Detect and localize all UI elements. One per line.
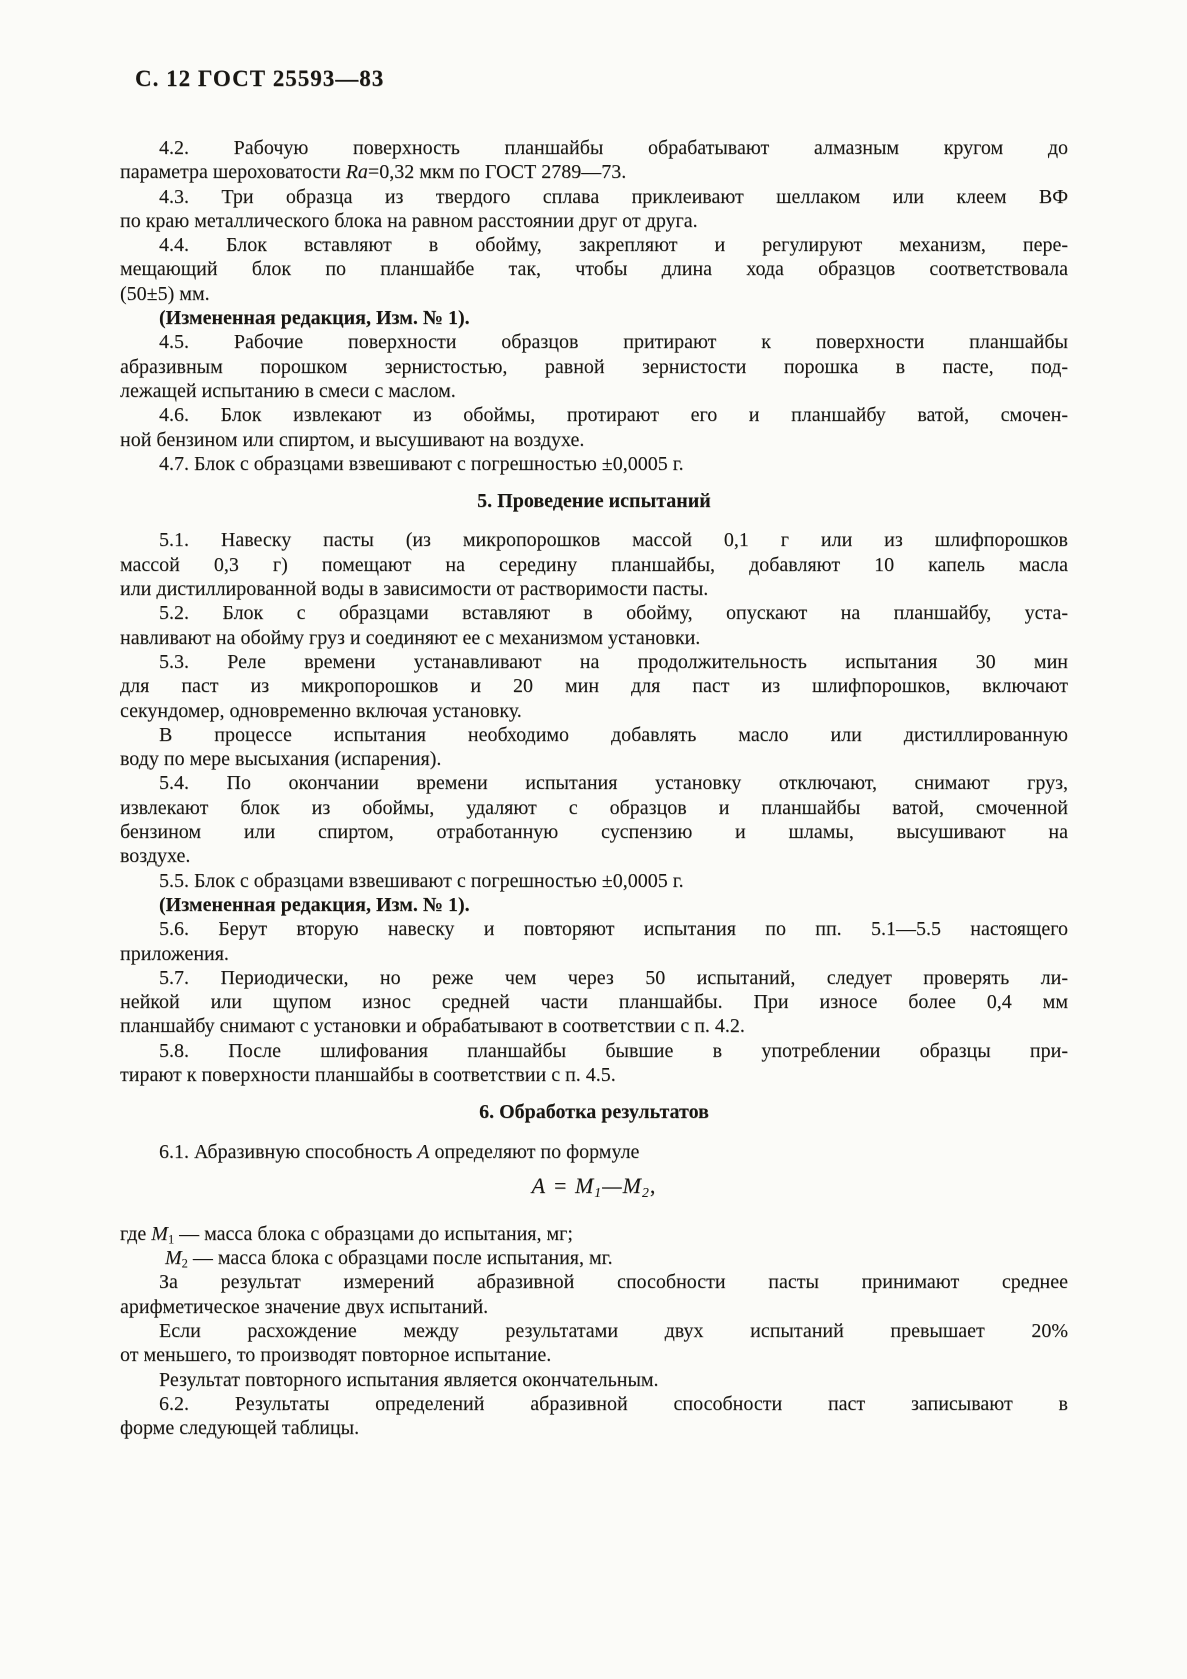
text-line: 4.3. Три образца из твердого сплава приклеивают шеллаком или клеем ВФ (159, 185, 1068, 208)
paragraph (120, 869, 1068, 893)
paragraph (120, 1319, 1068, 1368)
text-line: Если расхождение между результатами двух испытаний превышает 20% (159, 1320, 1068, 1343)
paragraph (120, 723, 1068, 772)
document-body (120, 136, 1068, 1441)
text-line: приложения. (120, 942, 229, 965)
paragraph (120, 528, 1068, 601)
section-heading: 6. Обработка результатов (479, 1101, 709, 1124)
text-line: нейкой или щупом износ средней части планшайбы. При износе более 0,4 мм (120, 991, 1068, 1014)
text-line: параметра шероховатости Ra=0,32 мкм по ГОСТ 2789—73. (120, 161, 627, 184)
paragraph (120, 1392, 1068, 1441)
text-line: по краю металлического блока на равном расстоянии друг от друга. (120, 209, 698, 232)
text-line: $М_2$ — масса блока с образцами после испытания, мг. (165, 1247, 613, 1271)
text-line: воду по мере высыхания (испарения). (120, 748, 442, 771)
text-line: воздухе. (120, 845, 191, 868)
text-line: (Измененная редакция, Изм. № 1). (159, 893, 470, 916)
paragraph (120, 966, 1068, 1039)
text-line: 4.7. Блок с образцами взвешивают с погрешностью ±0,0005 г. (159, 452, 684, 475)
amendment-note (120, 893, 1068, 917)
text-line: арифметическое значение двух испытаний. (120, 1295, 489, 1318)
paragraph (120, 233, 1068, 306)
text-line: абразивным порошком зернистостью, равной зернистости порошка в пасте, под- (120, 355, 1068, 378)
paragraph (120, 917, 1068, 966)
text-line: За результат измерений абразивной способности пасты принимают среднее (159, 1271, 1068, 1294)
text-line: извлекают блок из обоймы, удаляют с образцов и планшайбы ватой, смоченной (120, 796, 1068, 819)
text-line: Результат повторного испытания является окончательным. (159, 1368, 659, 1391)
paragraph (120, 185, 1068, 234)
text-line: В процессе испытания необходимо добавлять масло или дистиллированную (159, 723, 1068, 746)
paragraph (120, 650, 1068, 723)
text-line: 5.6. Берут вторую навеску и повторяют испытания по пп. 5.1—5.5 настоящего (159, 918, 1068, 941)
text-line: планшайбу снимают с установки и обрабатывают в соответствии с п. 4.2. (120, 1015, 745, 1038)
text-line: (Измененная редакция, Изм. № 1). (159, 307, 470, 330)
text-line: 4.5. Рабочие поверхности образцов притирают к поверхности планшайбы (159, 331, 1068, 354)
text-line: бензином или спиртом, отработанную суспензию и шламы, высушивают на (120, 821, 1068, 844)
definition-list (120, 1222, 1068, 1271)
text-line: где $М_1$ — масса блока с образцами до испытания, мг; (120, 1222, 573, 1247)
text-line: 4.6. Блок извлекают из обоймы, протирают его и планшайбу ватой, смочен- (159, 404, 1068, 427)
amendment-note (120, 306, 1068, 330)
text-line: мещающий блок по планшайбе так, чтобы длина хода образцов соответствовала (120, 258, 1068, 281)
page-header: С. 12 ГОСТ 25593—83 (135, 66, 385, 91)
text-line: для паст из микропорошков и 20 мин для паст из шлифпорошков, включают (120, 675, 1068, 698)
text-line: 5.3. Реле времени устанавливают на продолжительность испытания 30 мин (159, 650, 1068, 673)
text-line: тирают к поверхности планшайбы в соответствии с п. 4.5. (120, 1063, 616, 1086)
text-line: или дистиллированной воды в зависимости от растворимости пасты. (120, 578, 709, 601)
paragraph (120, 601, 1068, 650)
text-line: 5.4. По окончании времени испытания установку отключают, снимают груз, (159, 772, 1068, 795)
text-line: (50±5) мм. (120, 282, 210, 305)
text-line: 6.2. Результаты определений абразивной способности паст записывают в (159, 1392, 1068, 1415)
text-line: 5.7. Периодически, но реже чем через 50 испытаний, следует проверять ли- (159, 966, 1068, 989)
paragraph (120, 1368, 1068, 1392)
text-line: секундомер, одновременно включая установку. (120, 699, 522, 722)
paragraph (120, 771, 1068, 868)
text-line: от меньшего, то производят повторное испытание. (120, 1344, 552, 1367)
section-heading: 5. Проведение испытаний (477, 490, 711, 513)
text-line: форме следующей таблицы. (120, 1417, 360, 1440)
text-line: массой 0,3 г) помещают на середину планшайбы, добавляют 10 капель масла (120, 553, 1068, 576)
text-line: 5.1. Навеску пасты (из микропорошков массой 0,1 г или из шлифпорошков (159, 529, 1068, 552)
text-line: 4.2. Рабочую поверхность планшайбы обрабатывают алмазным кругом до (159, 137, 1068, 159)
paragraph (120, 1039, 1068, 1088)
paragraph (120, 1140, 1068, 1164)
paragraph (120, 452, 1068, 476)
text-line: 5.5. Блок с образцами взвешивают с погрешностью ±0,0005 г. (159, 869, 684, 892)
formula: $А = М_1—М_2$, (531, 1172, 657, 1200)
paragraph (120, 403, 1068, 452)
text-line: 4.4. Блок вставляют в обойму, закрепляют и регулируют механизм, пере- (159, 234, 1068, 257)
paragraph (120, 330, 1068, 403)
text-line: 5.2. Блок с образцами вставляют в обойму, опускают на планшайбу, уста- (159, 602, 1068, 625)
text-line: навливают на обойму груз и соединяют ее с механизмом установки. (120, 626, 701, 649)
text-line: 5.8. После шлифования планшайбы бывшие в употреблении образцы при- (159, 1039, 1068, 1062)
paragraph (120, 1270, 1068, 1319)
paragraph (120, 136, 1068, 185)
text-line: лежащей испытанию в смеси с маслом. (120, 379, 456, 402)
text-line: 6.1. Абразивную способность А определяют по формуле (159, 1140, 640, 1163)
text-line: ной бензином или спиртом, и высушивают на воздухе. (120, 428, 585, 451)
